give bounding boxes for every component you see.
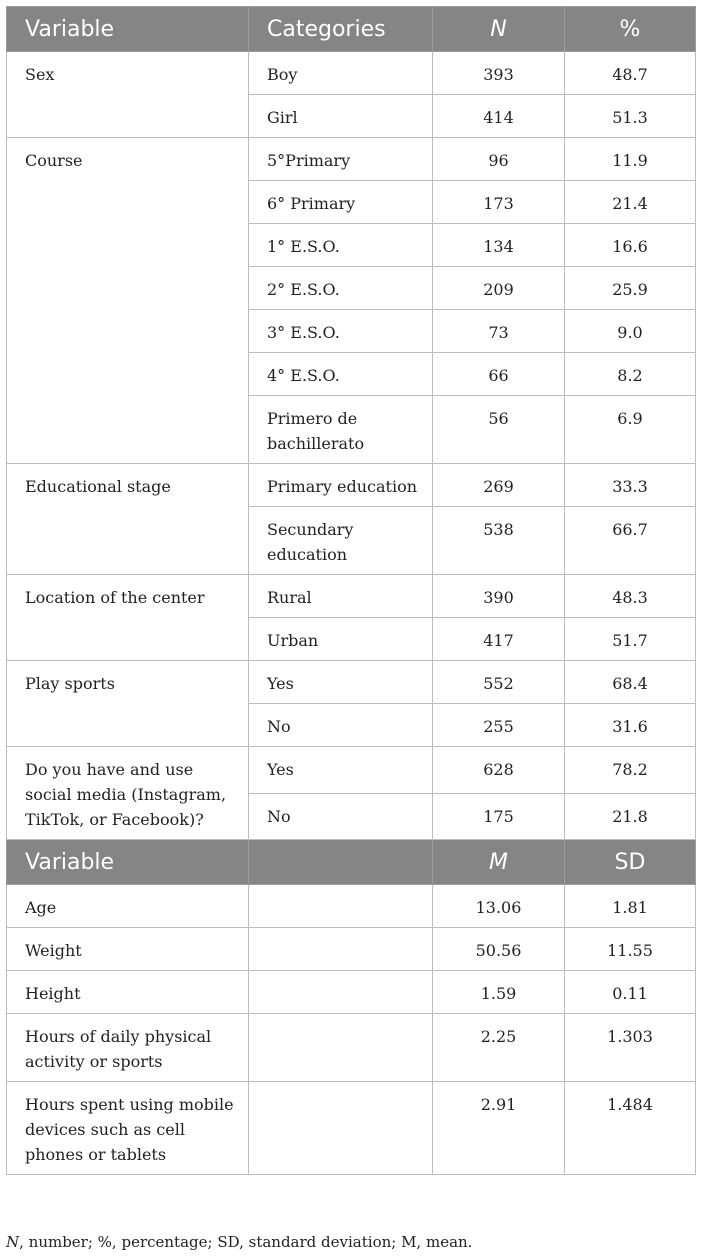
- variable-cell: Location of the center: [7, 575, 249, 661]
- category-cell: No: [249, 704, 433, 747]
- header-row-2: [7, 840, 696, 885]
- empty-cell: [249, 971, 433, 1014]
- category-cell: No: [249, 793, 433, 840]
- variable-cell: Weight: [7, 928, 249, 971]
- footnote-text: , number; %, percentage; SD, standard deviation; M, mean.: [19, 1233, 473, 1251]
- variable-cell: Hours of daily physical activity or sports: [7, 1014, 249, 1082]
- table-row: [7, 885, 696, 928]
- percent-cell: 11.9: [565, 138, 696, 181]
- percent-cell: 21.4: [565, 181, 696, 224]
- category-cell: 2° E.S.O.: [249, 267, 433, 310]
- categorical-body: [7, 52, 696, 840]
- n-cell: 73: [433, 310, 565, 353]
- category-cell: Girl: [249, 95, 433, 138]
- table-footnote: [6, 1233, 472, 1251]
- empty-cell: [249, 885, 433, 928]
- sd-cell: 11.55: [565, 928, 696, 971]
- mean-cell: 50.56: [433, 928, 565, 971]
- n-cell: 209: [433, 267, 565, 310]
- n-cell: 414: [433, 95, 565, 138]
- table-row: [7, 747, 696, 794]
- mean-cell: 2.25: [433, 1014, 565, 1082]
- variable-cell: Age: [7, 885, 249, 928]
- percent-cell: 9.0: [565, 310, 696, 353]
- n-cell: 255: [433, 704, 565, 747]
- category-cell: 4° E.S.O.: [249, 353, 433, 396]
- category-cell: Yes: [249, 661, 433, 704]
- variable-cell: Educational stage: [7, 464, 249, 575]
- percent-cell: 21.8: [565, 793, 696, 840]
- n-cell: 417: [433, 618, 565, 661]
- n-cell: 538: [433, 507, 565, 575]
- category-cell: 3° E.S.O.: [249, 310, 433, 353]
- percent-cell: 16.6: [565, 224, 696, 267]
- table-row: [7, 928, 696, 971]
- continuous-body: [7, 885, 696, 1175]
- footnote-n: N: [6, 1233, 20, 1251]
- table-row: [7, 1014, 696, 1082]
- mean-cell: 2.91: [433, 1082, 565, 1175]
- continuous-section: [7, 840, 696, 885]
- n-cell: 134: [433, 224, 565, 267]
- header2-variable: Variable: [7, 840, 249, 885]
- demographics-table: [6, 6, 696, 1175]
- sd-cell: 0.11: [565, 971, 696, 1014]
- percent-cell: 66.7: [565, 507, 696, 575]
- category-cell: 5°Primary: [249, 138, 433, 181]
- category-cell: Rural: [249, 575, 433, 618]
- n-cell: 96: [433, 138, 565, 181]
- variable-cell: Course: [7, 138, 249, 464]
- category-cell: Primary education: [249, 464, 433, 507]
- percent-cell: 48.7: [565, 52, 696, 95]
- category-cell: Secundary education: [249, 507, 433, 575]
- n-cell: 390: [433, 575, 565, 618]
- header-variable: Variable: [7, 7, 249, 52]
- sd-cell: 1.303: [565, 1014, 696, 1082]
- n-cell: 269: [433, 464, 565, 507]
- table-row: [7, 52, 696, 95]
- table-row: [7, 464, 696, 507]
- table-row: [7, 971, 696, 1014]
- variable-cell: Hours spent using mobile devices such as cell phones or tablets: [7, 1082, 249, 1175]
- category-cell: 1° E.S.O.: [249, 224, 433, 267]
- n-cell: 552: [433, 661, 565, 704]
- percent-cell: 51.3: [565, 95, 696, 138]
- table-row: [7, 575, 696, 618]
- table-row: [7, 661, 696, 704]
- variable-cell: Play sports: [7, 661, 249, 747]
- category-cell: Primero de bachillerato: [249, 396, 433, 464]
- header-row: [7, 7, 696, 52]
- category-cell: Yes: [249, 747, 433, 794]
- category-cell: Boy: [249, 52, 433, 95]
- n-cell: 175: [433, 793, 565, 840]
- variable-cell: Height: [7, 971, 249, 1014]
- variable-cell: Sex: [7, 52, 249, 138]
- n-cell: 393: [433, 52, 565, 95]
- percent-cell: 48.3: [565, 575, 696, 618]
- empty-cell: [249, 928, 433, 971]
- percent-cell: 78.2: [565, 747, 696, 794]
- header-categories: Categories: [249, 7, 433, 52]
- sd-cell: 1.484: [565, 1082, 696, 1175]
- variable-cell: Do you have and use social media (Instagram, TikTok, or Facebook)?: [7, 747, 249, 840]
- percent-cell: 8.2: [565, 353, 696, 396]
- category-cell: Urban: [249, 618, 433, 661]
- percent-cell: 6.9: [565, 396, 696, 464]
- percent-cell: 25.9: [565, 267, 696, 310]
- header-percent: %: [565, 7, 696, 52]
- header-sd: SD: [565, 840, 696, 885]
- n-cell: 66: [433, 353, 565, 396]
- table-row: [7, 138, 696, 181]
- header2-empty: [249, 840, 433, 885]
- percent-cell: 68.4: [565, 661, 696, 704]
- sd-cell: 1.81: [565, 885, 696, 928]
- n-cell: 56: [433, 396, 565, 464]
- mean-cell: 13.06: [433, 885, 565, 928]
- header-n: N: [433, 7, 565, 52]
- header-m: M: [433, 840, 565, 885]
- table-row: [7, 1082, 696, 1175]
- n-cell: 173: [433, 181, 565, 224]
- n-cell: 628: [433, 747, 565, 794]
- mean-cell: 1.59: [433, 971, 565, 1014]
- percent-cell: 33.3: [565, 464, 696, 507]
- category-cell: 6° Primary: [249, 181, 433, 224]
- percent-cell: 31.6: [565, 704, 696, 747]
- empty-cell: [249, 1082, 433, 1175]
- percent-cell: 51.7: [565, 618, 696, 661]
- empty-cell: [249, 1014, 433, 1082]
